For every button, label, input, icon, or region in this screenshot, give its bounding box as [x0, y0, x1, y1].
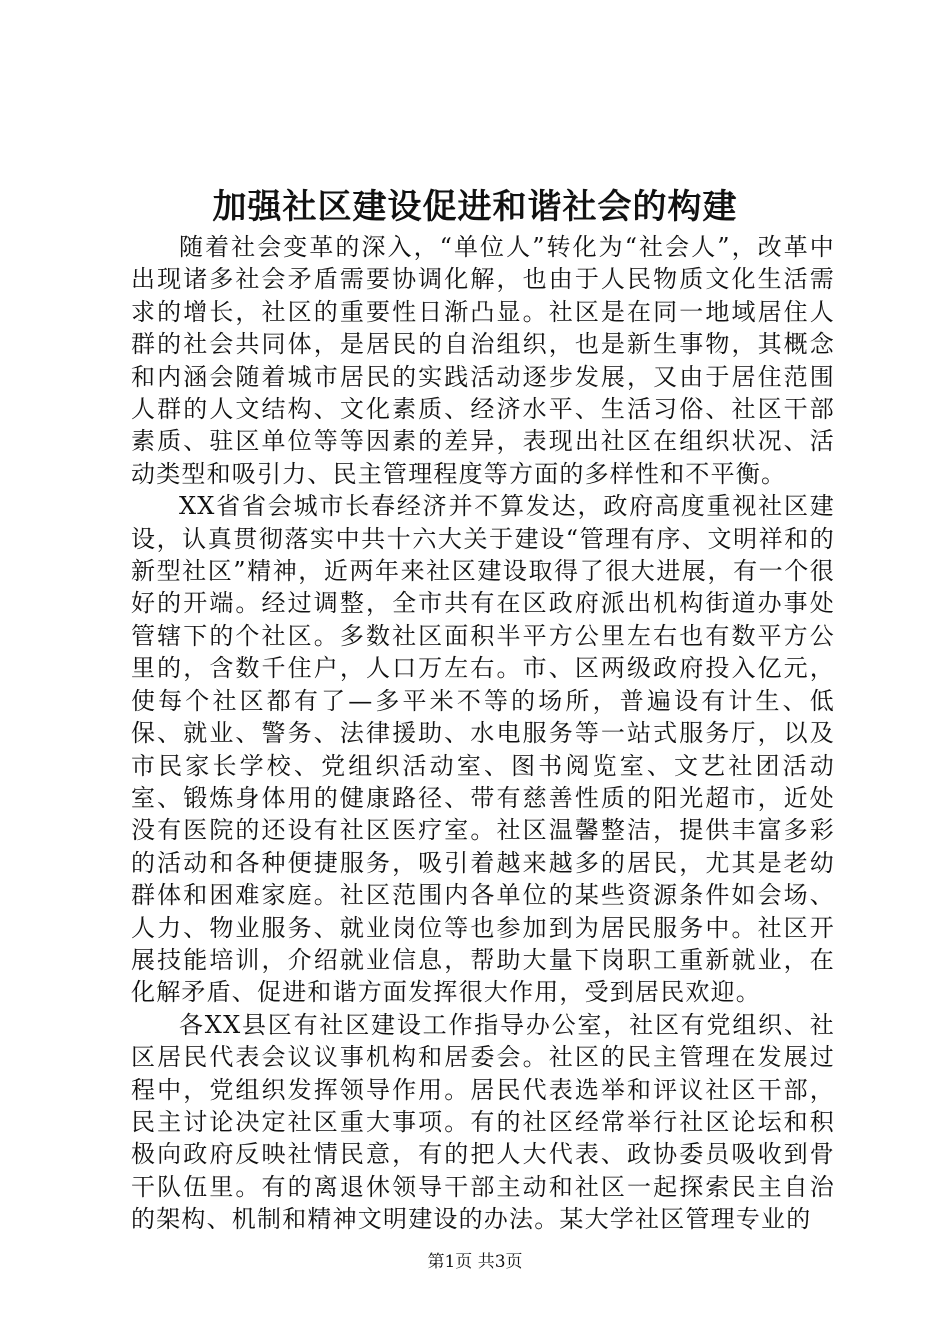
document-title: 加强社区建设促进和谐社会的构建: [212, 187, 738, 227]
page-footer: 第1页 共3页: [427, 1252, 523, 1272]
paragraph-2: XX省省会城市长春经济并不算发达，政府高度重视社区建设，认真贯彻落实中共十六大关于建设“管理有序、文明祥和的新型社区”精神，近两年来社区建设取得了很大进展，有一个很好的开端。经过调整，全市共有在区政府派出机构街道办事处管辖下的个社区。多数社区面积半平方公里左右也有数平方公里的，含数千住户，人口万左右。市、区两级政府投入亿元，使每个社区都有了—多平米不等的场所，普遍设有计生、低保、就业、警务、法律援助、水电服务等一站式服务厅，以及市民家长学校、党组织活动室、图书阅览室、文艺社团活动室、锻炼身体用的健康路径、带有慈善性质的阳光超市，近处没有医院的还设有社区医疗室。社区温馨整洁，提供丰富多彩的活动和各种便捷服务，吸引着越来越多的居民，尤其是老幼群体和困难家庭。社区范围内各单位的某些资源条件如会场、人力、物业服务、就业岗位等也参加到为居民服务中。社区开展技能培训，介绍就业信息，帮助大量下岗职工重新就业，在化解矛盾、促进和谐方面发挥很大作用，受到居民欢迎。: [131, 492, 835, 1007]
paragraph-1: 随着社会变革的深入，“单位人”转化为“社会人”，改革中出现诸多社会矛盾需要协调化解，也由于人民物质文化生活需求的增长，社区的重要性日渐凸显。社区是在同一地域居住人群的社会共同体，是居民的自治组织，也是新生事物，其概念和内涵会随着城市居民的实践活动逐步发展，又由于居住范围人群的人文结构、文化素质、经济水平、生活习俗、社区干部素质、驻区单位等等因素的差异，表现出社区在组织状况、活动类型和吸引力、民主管理程度等方面的多样性和不平衡。: [131, 233, 835, 488]
paragraph-3: 各XX县区有社区建设工作指导办公室，社区有党组织、社区居民代表会议议事机构和居委会。社区的民主管理在发展过程中，党组织发挥领导作用。居民代表选举和评议社区干部，民主讨论决定社区重大事项。有的社区经常举行社区论坛和积极向政府反映社情民意，有的把人大代表、政协委员吸收到骨干队伍里。有的离退休领导干部主动和社区一起探索民主自治的架构、机制和精神文明建设的办法。某大学社区管理专业的: [131, 1010, 835, 1234]
document-body: [131, 231, 835, 1236]
